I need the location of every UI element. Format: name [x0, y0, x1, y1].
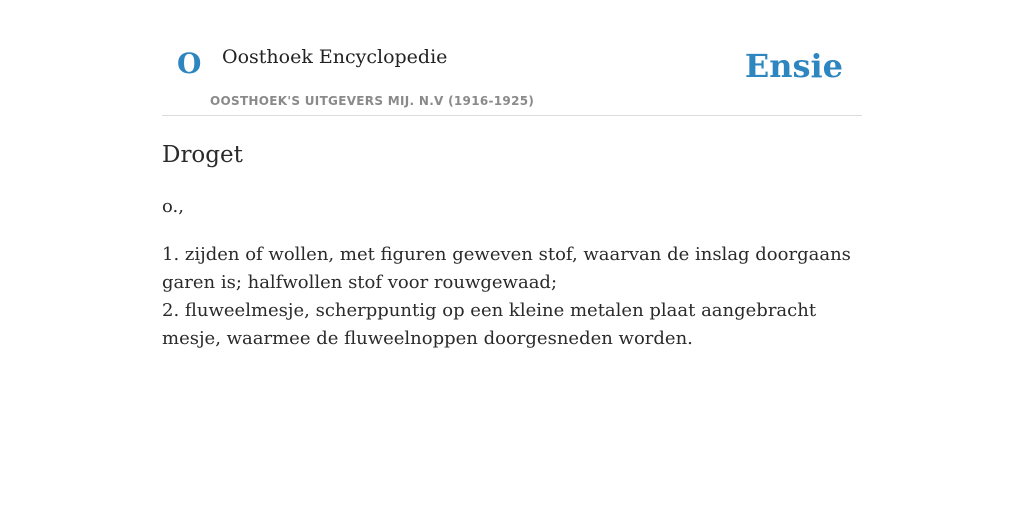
site-header	[162, 0, 862, 116]
definition-item: 2. fluweelmesje, scherppuntig op een kleine metalen plaat aangebracht mesje, waarmee de fluweelnoppen doorgesneden worden.	[162, 299, 817, 349]
part-of-speech: o.,	[162, 195, 184, 217]
publisher-label: OOSTHOEK'S UITGEVERS MIJ. N.V (1916-1925)	[210, 94, 535, 108]
page-container	[162, 0, 862, 353]
definition-list	[162, 241, 862, 353]
entry-title: Droget	[162, 142, 243, 168]
brand-logo-link[interactable]: Ensie	[744, 47, 843, 85]
source-logo[interactable]: O	[177, 47, 202, 80]
source-title[interactable]: Oosthoek Encyclopedie	[222, 46, 448, 68]
definition-item: 1. zijden of wollen, met figuren geweven stof, waarvan de inslag doorgaans garen is; halfwollen stof voor rouwgewaad;	[162, 243, 851, 293]
